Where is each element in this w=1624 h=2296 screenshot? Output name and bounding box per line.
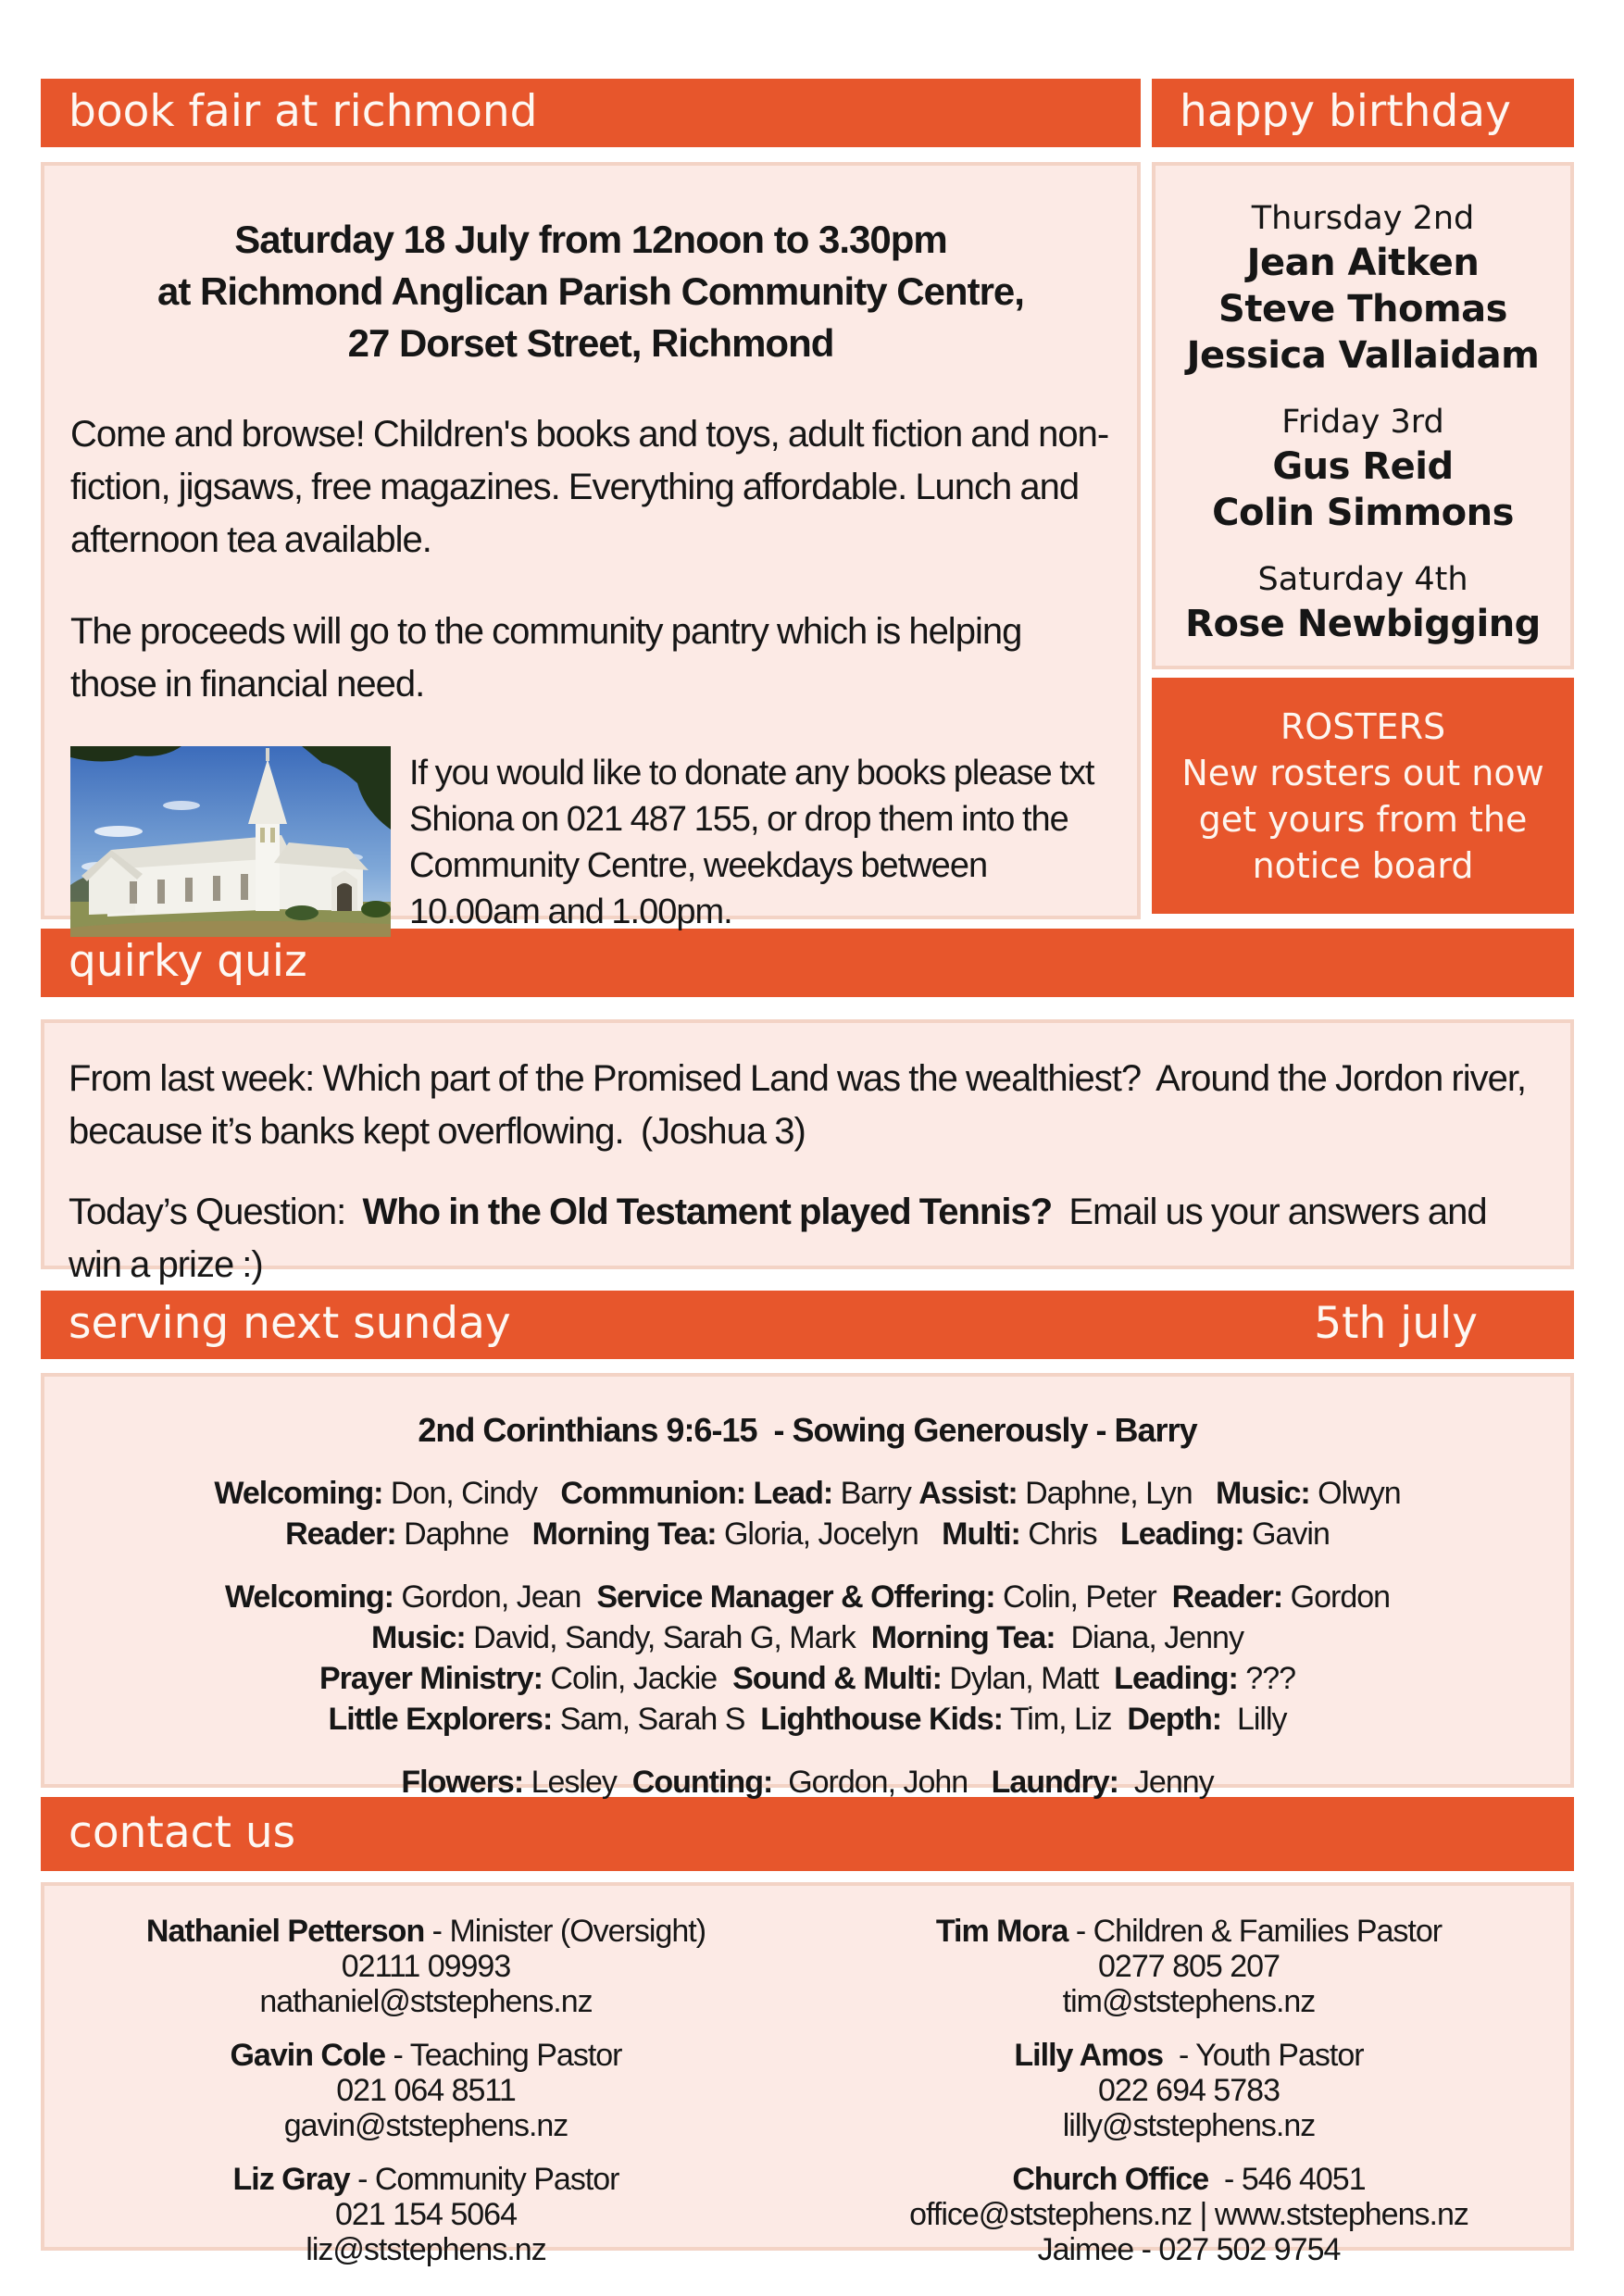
contact-title: contact us — [69, 1807, 296, 1858]
contact-name-role: Gavin Cole - Teaching Pastor — [230, 2038, 622, 2073]
book-fair-column — [41, 79, 1141, 931]
book-fair-heading-line: at Richmond Anglican Parish Community Centre, — [157, 269, 1024, 313]
contact-entry — [807, 2038, 1570, 2143]
serving-roster-line: Prayer Ministry: Colin, Jackie Sound & Multi: Dylan, Matt Leading: ??? — [319, 1661, 1296, 1696]
quiz-panel — [41, 1019, 1574, 1285]
quirky-quiz-title: quirky quiz — [69, 936, 307, 987]
contact-email: gavin@ststephens.nz — [283, 2108, 568, 2143]
birthday-name: Jean Aitken — [1246, 242, 1480, 284]
contact-phone: 0277 805 207 — [1098, 1949, 1280, 1984]
contact-name-role: Tim Mora - Children & Families Pastor — [935, 1914, 1443, 1949]
serving-week1 — [59, 1473, 1555, 1554]
book-fair-heading-line: 27 Dorset Street, Richmond — [347, 321, 834, 365]
contact-entry — [44, 2162, 807, 2267]
contact-phone: 02111 09993 — [341, 1949, 511, 1984]
serving-scripture-heading: 2nd Corinthians 9:6-15 - Sowing Generously - Barry — [418, 1411, 1197, 1449]
birthday-day: Thursday 2nd — [1251, 200, 1475, 237]
contact-email: liz@ststephens.nz — [306, 2232, 546, 2267]
happy-birthday-banner — [1152, 79, 1574, 147]
contact-entry — [44, 2038, 807, 2143]
rosters-line: get yours from the — [1198, 799, 1528, 840]
newsletter-content — [41, 79, 1574, 2267]
contact-banner — [41, 1797, 1574, 1871]
quiz-today-question: Today’s Question: Who in the Old Testament played Tennis? Email us your answers and win a prize :) — [69, 1192, 1495, 1285]
church-photo — [70, 746, 391, 937]
birthday-day: Saturday 4th — [1257, 561, 1468, 598]
quirky-quiz-banner — [41, 929, 1574, 997]
quiz-last-week: From last week: Which part of the Promised Land was the wealthiest? Around the Jordon river, because it’s banks kept overflowing. (Joshua 3) — [69, 1058, 1535, 1152]
book-fair-title: book fair at richmond — [69, 86, 538, 137]
contact-name-role: Lilly Amos - Youth Pastor — [1014, 2038, 1364, 2073]
contact-email-web: office@ststephens.nz | www.ststephens.nz — [909, 2197, 1468, 2232]
contact-entry — [44, 1914, 807, 2019]
contact-column-left — [44, 1914, 807, 2267]
birthday-name: Steve Thomas — [1218, 288, 1507, 331]
birthday-group — [1156, 197, 1570, 379]
contact-panel — [41, 1882, 1574, 2267]
birthday-name: Rose Newbigging — [1185, 603, 1541, 645]
birthday-column — [1152, 79, 1574, 919]
serving-roster-line: Flowers: Lesley Counting: Gordon, John Laundry: Jenny — [401, 1765, 1214, 1800]
book-fair-donate-row — [70, 746, 1111, 937]
book-fair-paragraph-2: The proceeds will go to the community pantry which is helping those in financial need. — [70, 611, 1031, 705]
contact-name-role: Church Office - 546 4051 — [1012, 2162, 1366, 2197]
rosters-notice — [1152, 678, 1574, 914]
contact-phone: 021 154 5064 — [335, 2197, 517, 2232]
contact-entry — [807, 1914, 1570, 2019]
rosters-title: ROSTERS — [1280, 706, 1446, 747]
serving-roster-line: Welcoming: Don, Cindy Communion: Lead: Barry Assist: Daphne, Lyn Music: Olwyn — [214, 1476, 1401, 1511]
rosters-line: notice board — [1252, 845, 1474, 886]
book-fair-heading — [70, 214, 1111, 369]
birthday-panel — [1152, 162, 1574, 669]
serving-panel — [41, 1373, 1574, 1800]
book-fair-heading-line: Saturday 18 July from 12noon to 3.30pm — [234, 218, 947, 261]
contact-phone: Jaimee - 027 502 9754 — [1037, 2232, 1341, 2267]
birthday-group — [1156, 401, 1570, 536]
book-fair-panel — [41, 162, 1141, 931]
contact-column-right — [807, 1914, 1570, 2267]
birthday-day: Friday 3rd — [1281, 404, 1444, 441]
birthday-name: Gus Reid — [1272, 445, 1454, 488]
birthday-name: Jessica Vallaidam — [1186, 334, 1540, 377]
top-row — [41, 79, 1574, 931]
contact-email: nathaniel@ststephens.nz — [259, 1984, 593, 2019]
serving-title: serving next sunday — [69, 1298, 511, 1349]
contact-email: lilly@ststephens.nz — [1062, 2108, 1316, 2143]
serving-roster-line: Welcoming: Gordon, Jean Service Manager & Offering: Colin, Peter Reader: Gordon — [224, 1579, 1391, 1615]
rosters-line: New rosters out now — [1181, 753, 1544, 793]
contact-entry — [807, 2162, 1570, 2267]
birthday-name: Colin Simmons — [1212, 492, 1514, 534]
book-fair-paragraph-1: Come and browse! Children's books and toys, adult fiction and non-fiction, jigsaws, free magazines. Everything affordable. Lunch and afternoon tea available. — [70, 414, 1109, 560]
contact-name-role: Liz Gray - Community Pastor — [232, 2162, 619, 2197]
birthday-group — [1156, 558, 1570, 647]
serving-roster-line: Reader: Daphne Morning Tea: Gloria, Jocelyn Multi: Chris Leading: Gavin — [285, 1516, 1330, 1552]
contact-phone: 022 694 5783 — [1098, 2073, 1280, 2108]
serving-roster-line: Little Explorers: Sam, Sarah S Lighthouse Kids: Tim, Liz Depth: Lilly — [328, 1702, 1287, 1737]
contact-phone: 021 064 8511 — [336, 2073, 516, 2108]
serving-roster-line: Music: David, Sandy, Sarah G, Mark Morning Tea: Diana, Jenny — [371, 1620, 1243, 1655]
contact-email: tim@ststephens.nz — [1062, 1984, 1316, 2019]
contact-name-role: Nathaniel Petterson - Minister (Oversight) — [145, 1914, 706, 1949]
donate-text: If you would like to donate any books please txt Shiona on 021 487 155, or drop them into the Community Centre, weekdays between 10.00am and 1.00pm. — [409, 754, 1102, 931]
book-fair-banner — [41, 79, 1141, 147]
serving-week2 — [59, 1577, 1555, 1740]
happy-birthday-title: happy birthday — [1180, 86, 1511, 137]
serving-banner — [41, 1291, 1574, 1359]
serving-date: 5th july — [1314, 1298, 1478, 1349]
